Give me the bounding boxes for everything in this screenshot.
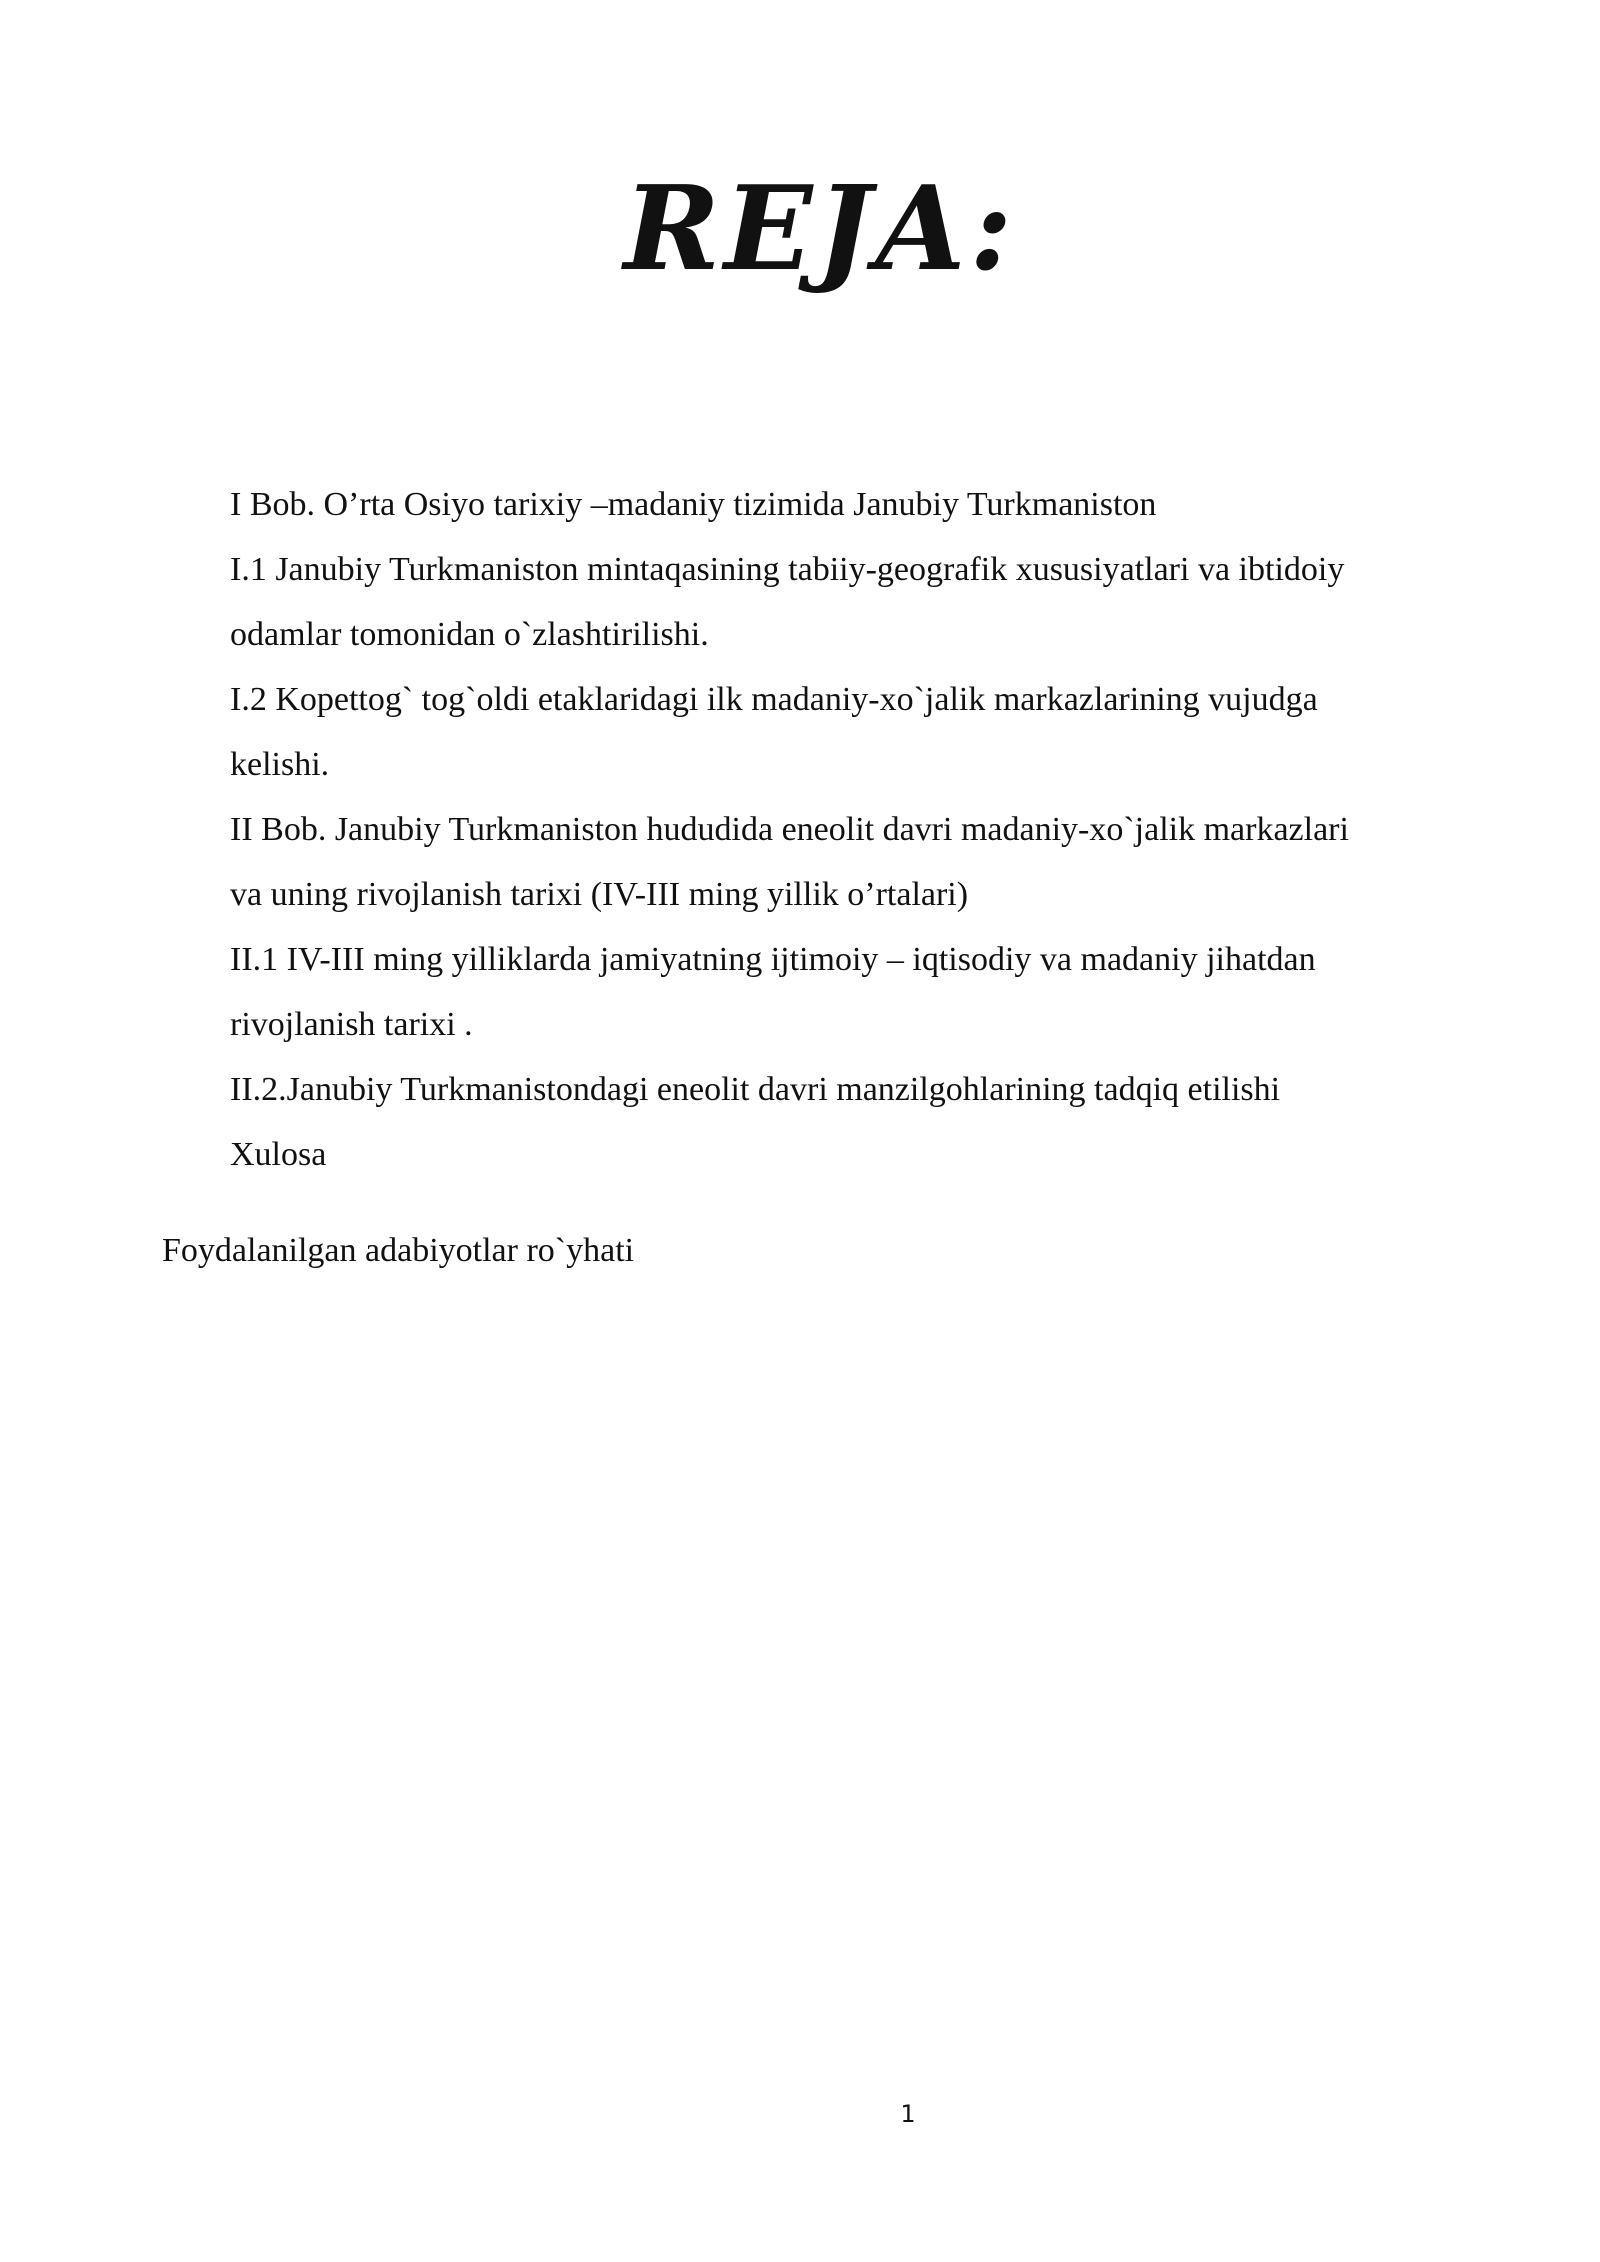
toc-line-section-1-2-cont: kelishi. (230, 746, 330, 783)
toc-line-chapter-2: II Bob. Janubiy Turkmaniston hududida eneolit davri madaniy-xo`jalik markazlari (230, 811, 1349, 848)
page-number: 1 (900, 2100, 916, 2128)
toc-line-conclusion: Xulosa (230, 1136, 327, 1173)
references-entry: Foydalanilgan adabiyotlar ro`yhati (162, 1232, 635, 1269)
toc-line-section-2-1: II.1 IV-III ming yilliklarda jamiyatning ijtimoiy – iqtisodiy va madaniy jihatdan (230, 941, 1316, 978)
toc-line-section-1-2: I.2 Kopettog` tog`oldi etaklaridagi ilk madaniy-xo`jalik markazlarining vujudga (230, 681, 1318, 718)
toc-line-section-1-1-cont: odamlar tomonidan o`zlashtirilishi. (230, 616, 709, 653)
page-title: REJA: (623, 161, 1017, 297)
toc-line-section-2-2: II.2.Janubiy Turkmanistondagi eneolit davri manzilgohlarining tadqiq etilishi (230, 1071, 1281, 1108)
toc-line-chapter-1: I Bob. O’rta Osiyo tarixiy –madaniy tizimida Janubiy Turkmaniston (230, 486, 1157, 523)
toc-line-section-1-1: I.1 Janubiy Turkmaniston mintaqasining tabiiy-geografik xususiyatlari va ibtidoiy (230, 551, 1345, 588)
table-of-contents (230, 472, 1500, 1187)
toc-line-section-2-1-cont: rivojlanish tarixi . (230, 1006, 473, 1043)
toc-line-chapter-2-cont: va uning rivojlanish tarixi (IV-III ming yillik o’rtalari) (230, 876, 969, 913)
